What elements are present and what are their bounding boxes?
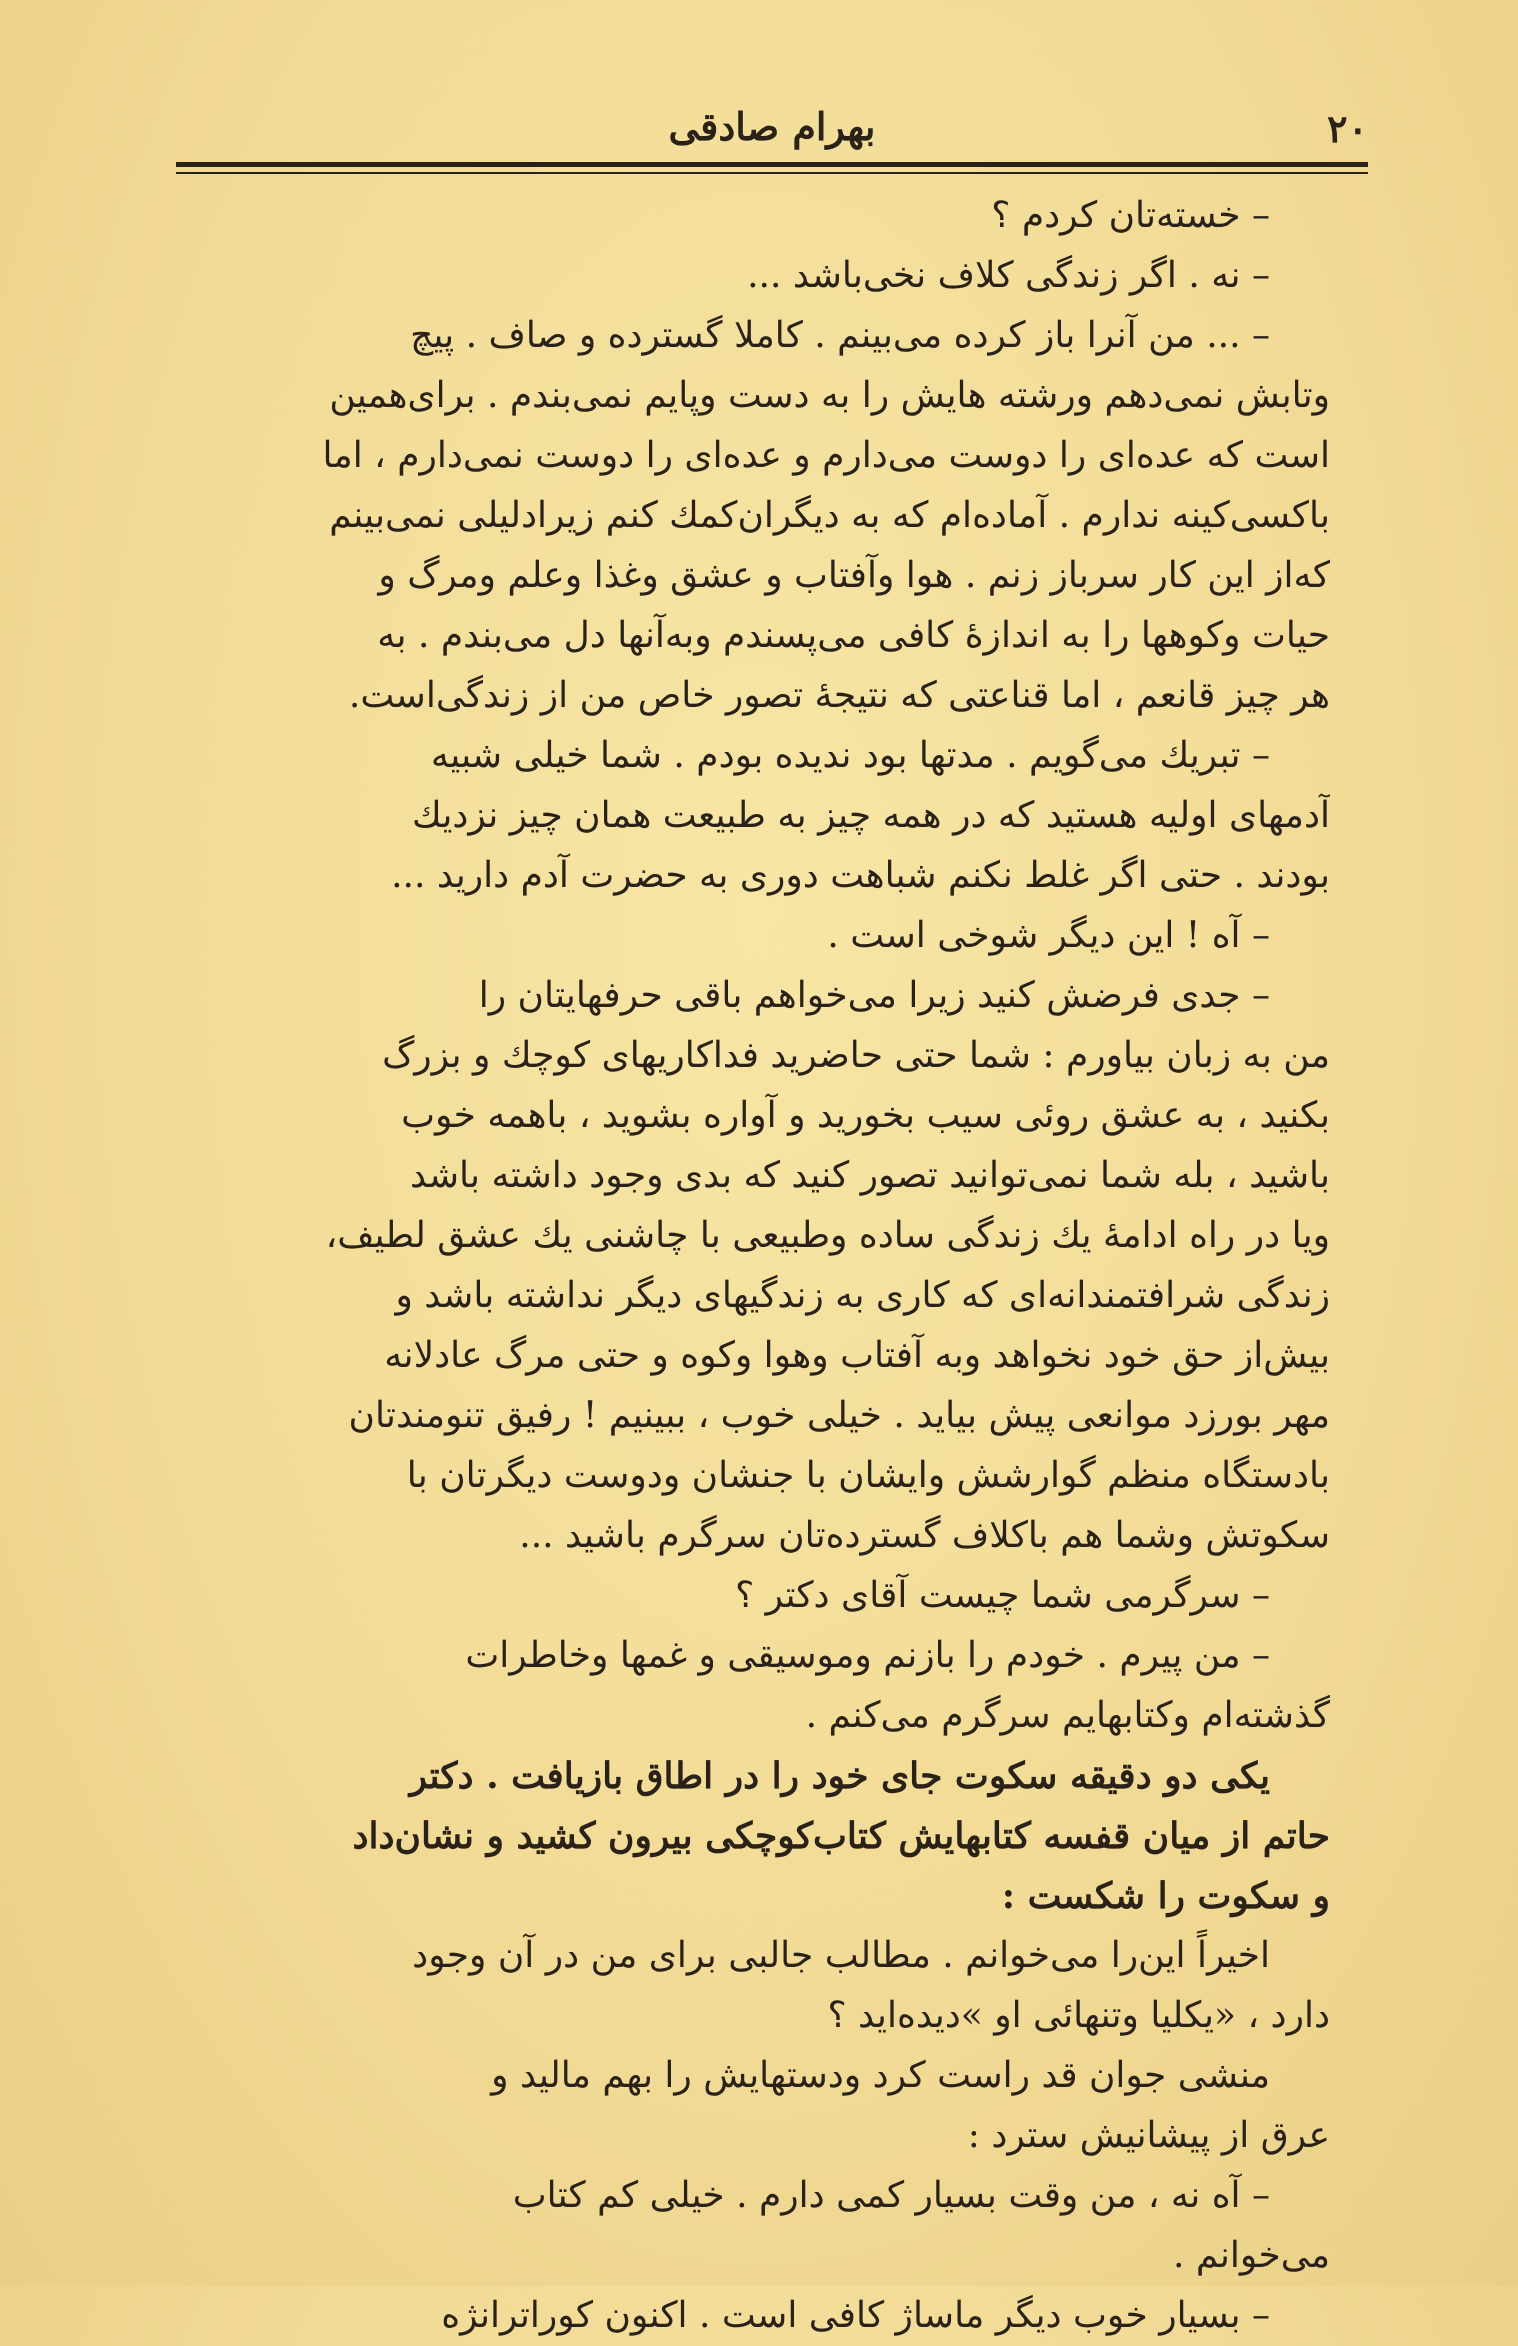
header-rule-thin: [176, 172, 1368, 174]
text-line: اخیراً این‌را می‌خوانم . مطالب جالبی برای من در آن وجود: [412, 1935, 1270, 1976]
text-line: یکی دو دقیقه سکوت جای خود را در اطاق بازیافت . دکتر: [409, 1755, 1270, 1797]
text-line: – سرگرمی شما چیست آقای دکتر ؟: [735, 1575, 1270, 1616]
text-line: است که عده‌ای را دوست می‌دارم و عده‌ای را دوست نمی‌دارم ، اما: [322, 435, 1330, 476]
text-line: من به زبان بیاورم : شما حتی حاضرید فداکاریهای کوچك و بزرگ: [382, 1035, 1330, 1076]
text-line: مهر بورزد موانعی پیش بیاید . خیلی خوب ، ببینیم ! رفیق تنومندتان: [348, 1395, 1330, 1436]
text-line: وتابش نمی‌دهم ورشته هایش را به دست وپایم نمی‌بندم . برای‌همین: [329, 375, 1330, 416]
text-line: بیش‌از حق خود نخواهد وبه آفتاب وهوا وکوه و حتی مرگ عادلانه: [384, 1335, 1330, 1376]
text-line: و سکوت را شکست :: [1001, 1875, 1330, 1917]
text-line: – من پیرم . خودم را بازنم وموسیقی و غمها وخاطرات: [465, 1635, 1270, 1676]
text-line: – تبریك می‌گویم . مدتها بود ندیده بودم . شما خیلی شبیه: [430, 735, 1270, 776]
text-line: بکنید ، به عشق روئی سیب بخورید و آواره بشوید ، باهمه خوب: [401, 1095, 1330, 1136]
text-line: می‌خوانم .: [1172, 2235, 1330, 2276]
text-line: گذشته‌ام وکتابهایم سرگرم می‌کنم .: [805, 1695, 1330, 1736]
text-line: بادستگاه منظم گوارشش وایشان با جنشان ودوست دیگرتان با: [406, 1455, 1330, 1496]
text-line: – ... من آنرا باز کرده می‌بینم . کاملا گسترده و صاف . پیچ: [410, 315, 1270, 356]
text-line: عرق از پیشانیش سترد :: [967, 2115, 1330, 2156]
text-line: سکوتش وشما هم باکلاف گسترده‌تان سرگرم باشید ...: [519, 1515, 1330, 1556]
text-line: باشید ، بله شما نمی‌توانید تصور کنید که بدی وجود داشته باشد: [409, 1155, 1330, 1196]
running-title: بهرام صادقی: [668, 104, 876, 149]
text-line: حیات وکوهها را به اندازهٔ کافی می‌پسندم وبه‌آنها دل می‌بندم . به: [377, 615, 1330, 656]
text-line: – جدی فرضش کنید زیرا می‌خواهم باقی حرفهایتان را: [478, 975, 1270, 1016]
header-rule-thick: [176, 162, 1368, 167]
text-line: باکسی‌کینه ندارم . آماده‌ام که به دیگران‌کمك کنم زیرادلیلی نمی‌بینم: [329, 495, 1330, 536]
text-line: – نه . اگر زندگی کلاف نخی‌باشد ...: [747, 255, 1270, 296]
text-line: ویا در راه ادامهٔ یك زندگی ساده وطبیعی با چاشنی یك عشق لطیف،: [325, 1215, 1330, 1256]
text-line: که‌از این کار سرباز زنم . هوا وآفتاب و عشق وغذا وعلم ومرگ و: [378, 555, 1330, 596]
text-line: بودند . حتی اگر غلط نکنم شباهت دوری به حضرت آدم دارید ...: [391, 855, 1330, 896]
page-number: ۲۰: [1327, 106, 1368, 151]
text-line: – بسیار خوب دیگر ماساژ کافی است . اکنون کوراترانژه: [441, 2295, 1270, 2336]
body-text: [150, 186, 1330, 2346]
text-line: منشی جوان قد راست کرد ودستهایش را بهم مالید و: [491, 2055, 1270, 2096]
text-line: هر چیز قانعم ، اما قناعتی که نتیجهٔ تصور خاص من از زندگی‌است.: [348, 675, 1330, 716]
text-line: دارد ، «یکلیا وتنهائی او »دیده‌اید ؟: [827, 1995, 1330, 2036]
text-line: – آه نه ، من وقت بسیار کمی دارم . خیلی کم کتاب: [512, 2175, 1270, 2216]
text-line: حاتم از میان قفسه کتابهایش کتاب‌کوچکی بیرون کشید و نشان‌داد: [352, 1815, 1330, 1857]
text-line: زندگی شرافتمندانه‌ای که کاری به زندگیهای دیگر نداشته باشد و: [395, 1275, 1330, 1316]
text-line: – آه ! این دیگر شوخی است .: [827, 915, 1270, 956]
page-header: [176, 100, 1368, 156]
text-line: – خسته‌تان کردم ؟: [991, 195, 1270, 236]
text-line: آدمهای اولیه هستید که در همه چیز به طبیعت همان چیز نزدیك: [412, 795, 1330, 836]
